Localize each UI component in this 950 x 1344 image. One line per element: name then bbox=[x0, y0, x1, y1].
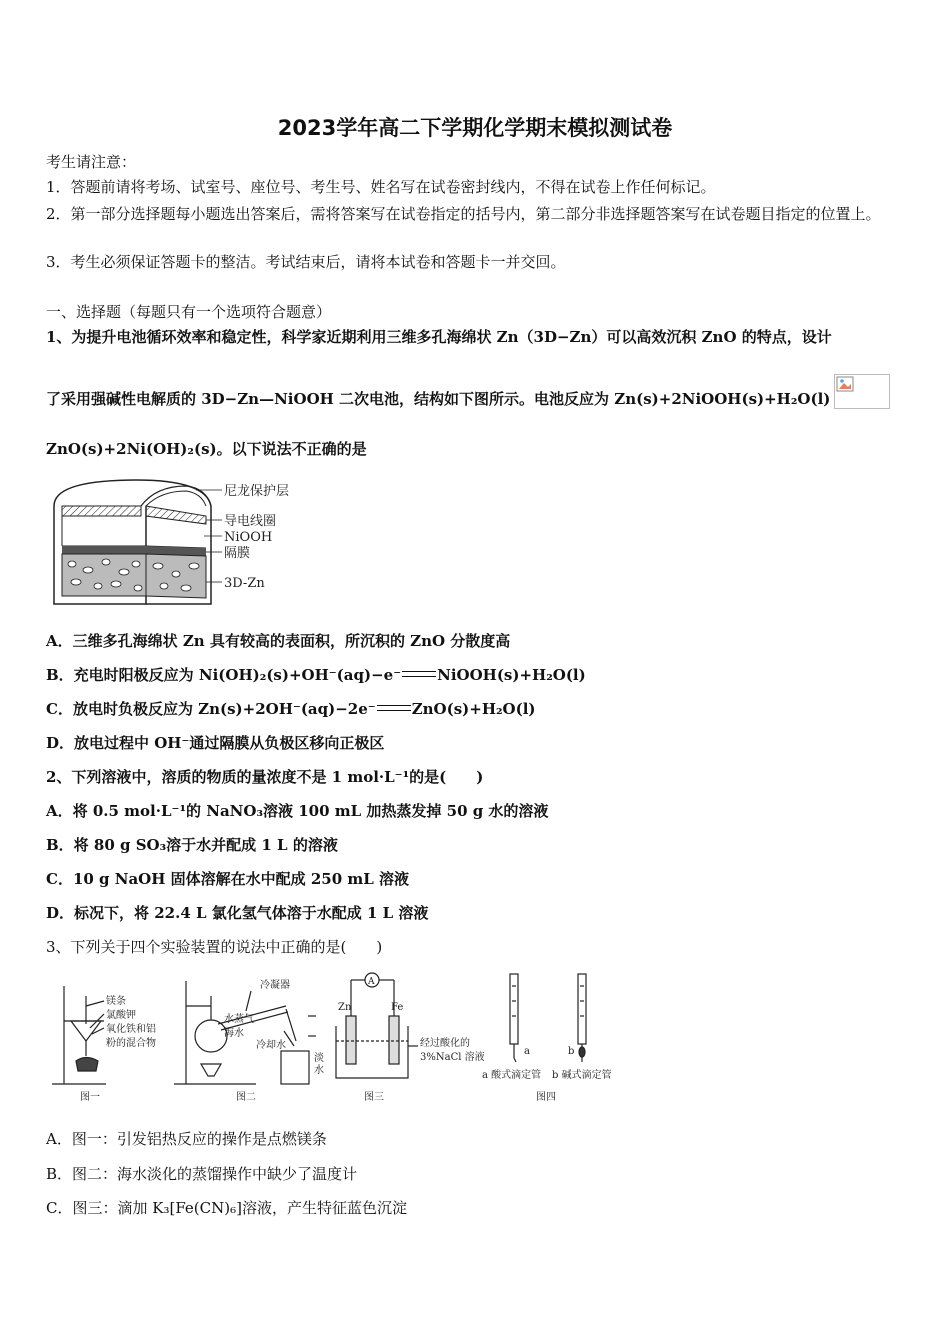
q1-option-a: A．三维多孔海绵状 Zn 具有较高的表面积，所沉积的 ZnO 分散度高 bbox=[46, 632, 511, 650]
fig3-caption: 图三 bbox=[364, 1092, 384, 1103]
q1-option-c-left: C．放电时负极反应为 Zn(s)+2OH⁻(aq)−2e⁻ bbox=[46, 700, 376, 718]
fig1-label-mg: 镁条 bbox=[106, 996, 126, 1007]
lab-apparatus-figure bbox=[46, 966, 626, 1106]
broken-image-icon bbox=[834, 374, 890, 409]
fig4-caption: 图四 bbox=[536, 1092, 556, 1103]
q1-stem-line2: 了采用强碱性电解质的 3D−Zn—NiOOH 二次电池，结构如下图所示。电池反应为 Zn(s)+2NiOOH(s)+H₂O(l) bbox=[46, 390, 831, 408]
label-conductive-coil: 导电线圈 bbox=[224, 514, 277, 529]
fig1-label-mixture1: 氧化铁和铝 bbox=[106, 1024, 156, 1035]
equals-sign bbox=[402, 671, 436, 677]
fig2-caption: 图二 bbox=[236, 1092, 256, 1103]
fig1-label-mixture2: 粉的混合物 bbox=[106, 1038, 156, 1049]
fig1-caption: 图一 bbox=[80, 1092, 100, 1103]
label-3d-zn: 3D-Zn bbox=[224, 576, 265, 591]
fig2-label-fresh1: 淡 bbox=[314, 1053, 324, 1064]
label-nylon-layer: 尼龙保护层 bbox=[224, 484, 290, 499]
q3-option-a: A．图一：引发铝热反应的操作是点燃镁条 bbox=[46, 1130, 327, 1148]
fig4-label-a: a bbox=[524, 1046, 530, 1057]
fig4-label-b: b bbox=[568, 1046, 575, 1057]
q2-option-d: D．标况下，将 22.4 L 氯化氢气体溶于水配成 1 L 溶液 bbox=[46, 904, 429, 922]
q2-option-c: C．10 g NaOH 固体溶解在水中配成 250 mL 溶液 bbox=[46, 870, 410, 888]
fig2-label-seawater: 海水 bbox=[224, 1028, 244, 1039]
fig2-label-coolant: 冷却水 bbox=[256, 1040, 286, 1051]
label-separator: 隔膜 bbox=[224, 546, 251, 561]
notice-heading: 考生请注意： bbox=[46, 153, 137, 171]
q1-option-b-left: B．充电时阳极反应为 Ni(OH)₂(s)+OH⁻(aq)−e⁻ bbox=[46, 666, 402, 684]
q1-stem-line3: ZnO(s)+2Ni(OH)₂(s)。以下说法不正确的是 bbox=[46, 440, 367, 458]
notice-item-1: 1．答题前请将考场、试室号、座位号、考生号、姓名写在试卷密封线内，不得在试卷上作任何标记。 bbox=[46, 178, 716, 196]
battery-structure-figure bbox=[46, 476, 316, 610]
q1-option-b bbox=[46, 665, 586, 685]
equals-sign bbox=[377, 705, 411, 711]
fig3-label-ammeter: A bbox=[368, 977, 375, 987]
fig3-label-zn: Zn bbox=[338, 1002, 352, 1013]
q1-option-c-right: ZnO(s)+H₂O(l) bbox=[411, 700, 536, 718]
q1-option-b-right: NiOOH(s)+H₂O(l) bbox=[437, 666, 586, 684]
page-title: 2023学年高二下学期化学期末模拟测试卷 bbox=[277, 116, 673, 140]
fig2-label-steam: 水蒸气 bbox=[224, 1014, 254, 1025]
q2-option-b: B．将 80 g SO₃溶于水并配成 1 L 的溶液 bbox=[46, 836, 338, 854]
q1-option-c bbox=[46, 699, 536, 719]
q3-stem: 3、下列关于四个实验装置的说法中正确的是( ) bbox=[46, 938, 383, 956]
label-niooh: NiOOH bbox=[224, 530, 273, 545]
q2-stem: 2、下列溶液中，溶质的物质的量浓度不是 1 mol·L⁻¹的是( ) bbox=[46, 768, 484, 786]
notice-item-2: 2．第一部分选择题每小题选出答案后，需将答案写在试卷指定的括号内，第二部分非选择题答案写在试卷题目指定的位置上。 bbox=[46, 205, 881, 223]
q3-option-b: B．图二：海水淡化的蒸馏操作中缺少了温度计 bbox=[46, 1165, 358, 1183]
q3-option-c: C．图三：滴加 K₃[Fe(CN)₆]溶液，产生特征蓝色沉淀 bbox=[46, 1199, 407, 1217]
notice-item-3: 3．考生必须保证答题卡的整洁。考试结束后，请将本试卷和答题卡一并交回。 bbox=[46, 253, 566, 271]
fig4-label-base-burette: b 碱式滴定管 bbox=[552, 1070, 612, 1081]
fig1-label-kclo3: 氯酸钾 bbox=[106, 1010, 136, 1021]
q2-option-a: A．将 0.5 mol·L⁻¹的 NaNO₃溶液 100 mL 加热蒸发掉 50 g 水的溶液 bbox=[46, 802, 549, 820]
section-heading: 一、选择题（每题只有一个选项符合题意） bbox=[46, 303, 332, 321]
fig2-label-fresh2: 水 bbox=[314, 1065, 324, 1076]
fig4-label-acid-burette: a 酸式滴定管 bbox=[482, 1070, 542, 1081]
fig3-label-fe: Fe bbox=[391, 1002, 404, 1013]
fig2-label-condenser: 冷凝器 bbox=[260, 980, 290, 991]
q1-option-d: D．放电过程中 OH⁻通过隔膜从负极区移向正极区 bbox=[46, 734, 385, 752]
fig3-label-acidified: 经过酸化的 bbox=[420, 1038, 470, 1049]
fig3-label-nacl: 3%NaCl 溶液 bbox=[420, 1052, 485, 1063]
q1-stem-line1: 1、为提升电池循环效率和稳定性，科学家近期利用三维多孔海绵状 Zn（3D−Zn）可以高效沉积 ZnO 的特点，设计 bbox=[46, 328, 832, 346]
